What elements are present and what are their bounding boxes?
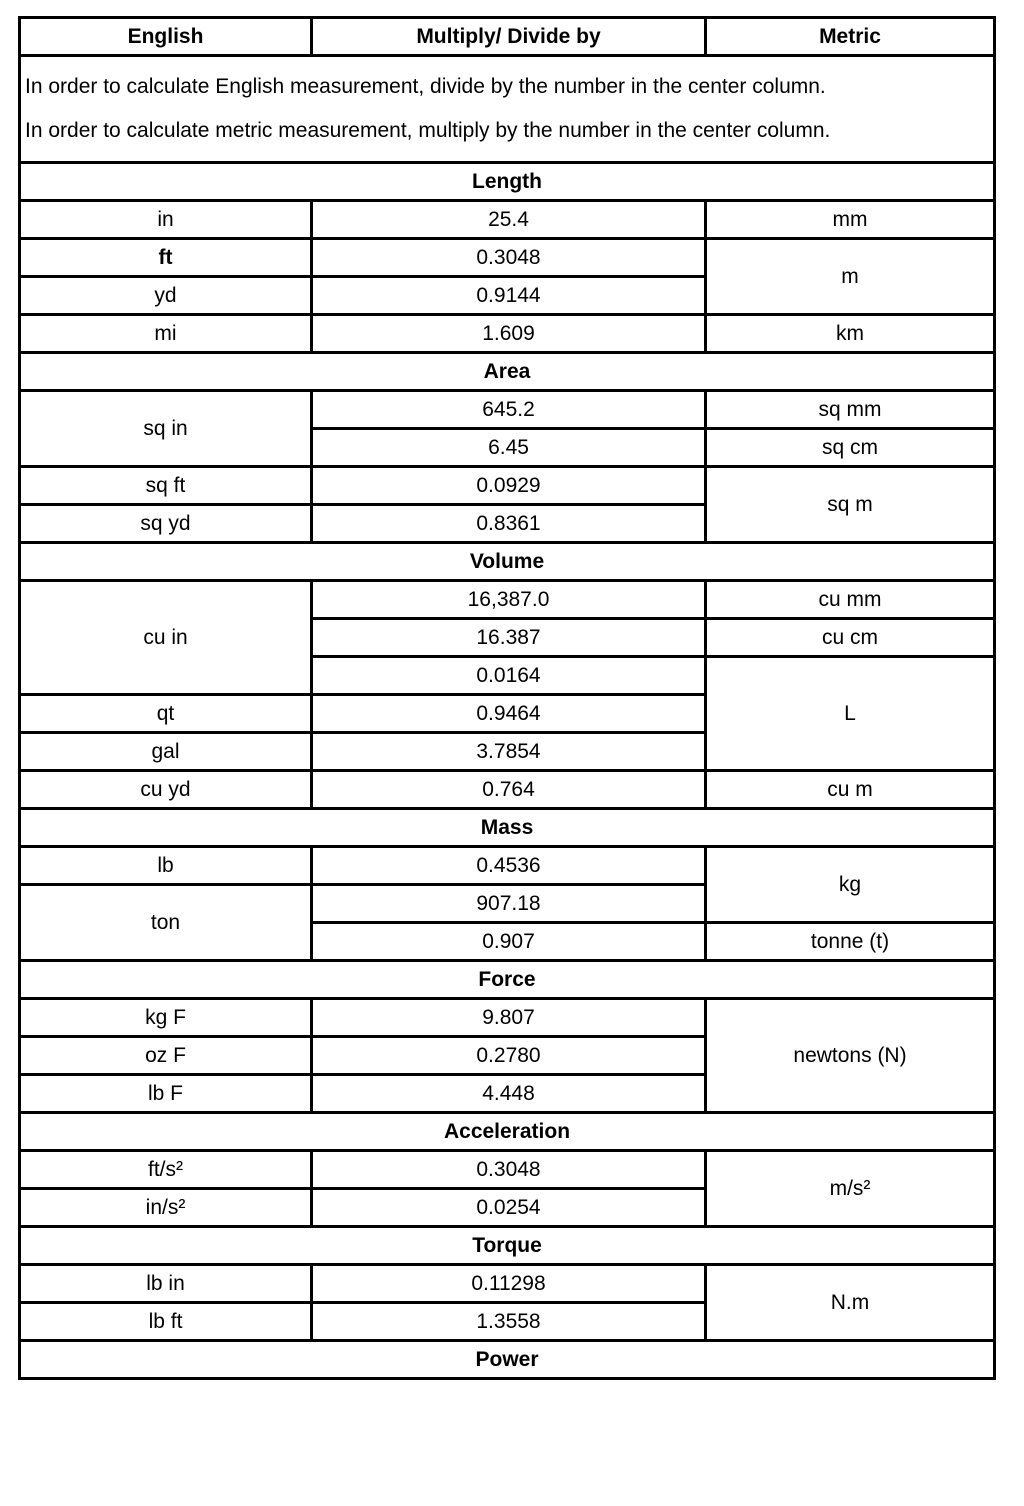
factor-value: 0.9144	[312, 277, 706, 315]
section-force: Force	[20, 961, 995, 999]
english-unit: cu yd	[20, 771, 312, 809]
section-volume: Volume	[20, 543, 995, 581]
factor-value: 1.609	[312, 315, 706, 353]
english-unit: kg F	[20, 999, 312, 1037]
section-row	[20, 543, 995, 581]
instruction-metric: In order to calculate metric measurement, multiply by the number in the center column.	[25, 119, 831, 142]
metric-unit: newtons (N)	[706, 999, 995, 1113]
table-row	[20, 239, 995, 277]
metric-unit: N.m	[706, 1265, 995, 1341]
metric-unit: mm	[706, 201, 995, 239]
factor-value: 0.0164	[312, 657, 706, 695]
metric-unit: cu mm	[706, 581, 995, 619]
section-acceleration: Acceleration	[20, 1113, 995, 1151]
section-power: Power	[20, 1341, 995, 1379]
metric-unit: m	[706, 239, 995, 315]
section-row	[20, 1113, 995, 1151]
metric-unit: tonne (t)	[706, 923, 995, 961]
factor-value: 16,387.0	[312, 581, 706, 619]
english-unit: oz F	[20, 1037, 312, 1075]
section-torque: Torque	[20, 1227, 995, 1265]
english-unit: in	[20, 201, 312, 239]
factor-value: 0.0929	[312, 467, 706, 505]
factor-value: 0.3048	[312, 1151, 706, 1189]
english-unit: lb	[20, 847, 312, 885]
english-unit: lb F	[20, 1075, 312, 1113]
english-unit: ton	[20, 885, 312, 961]
english-unit: ft	[20, 239, 312, 277]
english-unit: yd	[20, 277, 312, 315]
factor-value: 0.11298	[312, 1265, 706, 1303]
instructions-row	[20, 56, 995, 163]
factor-value: 4.448	[312, 1075, 706, 1113]
english-unit: sq yd	[20, 505, 312, 543]
header-metric: Metric	[706, 18, 995, 56]
section-row	[20, 353, 995, 391]
instruction-english: In order to calculate English measurement, divide by the number in the center column.	[25, 75, 826, 98]
section-length: Length	[20, 163, 995, 201]
english-unit: mi	[20, 315, 312, 353]
section-area: Area	[20, 353, 995, 391]
table-row	[20, 771, 995, 809]
header-english: English	[20, 18, 312, 56]
factor-value: 0.764	[312, 771, 706, 809]
factor-value: 16.387	[312, 619, 706, 657]
section-row	[20, 1341, 995, 1379]
metric-unit: sq cm	[706, 429, 995, 467]
factor-value: 3.7854	[312, 733, 706, 771]
table-row	[20, 467, 995, 505]
table-row	[20, 315, 995, 353]
metric-unit: km	[706, 315, 995, 353]
instructions-cell	[20, 56, 995, 163]
english-unit: qt	[20, 695, 312, 733]
table-row	[20, 201, 995, 239]
table-row	[20, 391, 995, 429]
english-unit: sq in	[20, 391, 312, 467]
english-unit: cu in	[20, 581, 312, 695]
metric-unit: cu m	[706, 771, 995, 809]
table-row	[20, 581, 995, 619]
metric-unit: sq mm	[706, 391, 995, 429]
english-unit: lb in	[20, 1265, 312, 1303]
factor-value: 25.4	[312, 201, 706, 239]
factor-value: 0.9464	[312, 695, 706, 733]
section-mass: Mass	[20, 809, 995, 847]
header-factor: Multiply/ Divide by	[312, 18, 706, 56]
english-unit: in/s²	[20, 1189, 312, 1227]
table-row	[20, 1265, 995, 1303]
metric-unit: kg	[706, 847, 995, 923]
factor-value: 0.2780	[312, 1037, 706, 1075]
english-unit: sq ft	[20, 467, 312, 505]
section-row	[20, 961, 995, 999]
factor-value: 0.3048	[312, 239, 706, 277]
factor-value: 0.8361	[312, 505, 706, 543]
factor-value: 0.0254	[312, 1189, 706, 1227]
section-row	[20, 1227, 995, 1265]
section-row	[20, 163, 995, 201]
factor-value: 0.4536	[312, 847, 706, 885]
table-row	[20, 999, 995, 1037]
conversion-table	[18, 16, 996, 1380]
factor-value: 0.907	[312, 923, 706, 961]
metric-unit: cu cm	[706, 619, 995, 657]
metric-unit: L	[706, 657, 995, 771]
factor-value: 645.2	[312, 391, 706, 429]
section-row	[20, 809, 995, 847]
english-unit: gal	[20, 733, 312, 771]
factor-value: 9.807	[312, 999, 706, 1037]
table-row	[20, 847, 995, 885]
english-unit: lb ft	[20, 1303, 312, 1341]
table-row	[20, 1151, 995, 1189]
metric-unit: sq m	[706, 467, 995, 543]
factor-value: 6.45	[312, 429, 706, 467]
factor-value: 1.3558	[312, 1303, 706, 1341]
metric-unit: m/s²	[706, 1151, 995, 1227]
header-row	[20, 18, 995, 56]
english-unit: ft/s²	[20, 1151, 312, 1189]
factor-value: 907.18	[312, 885, 706, 923]
